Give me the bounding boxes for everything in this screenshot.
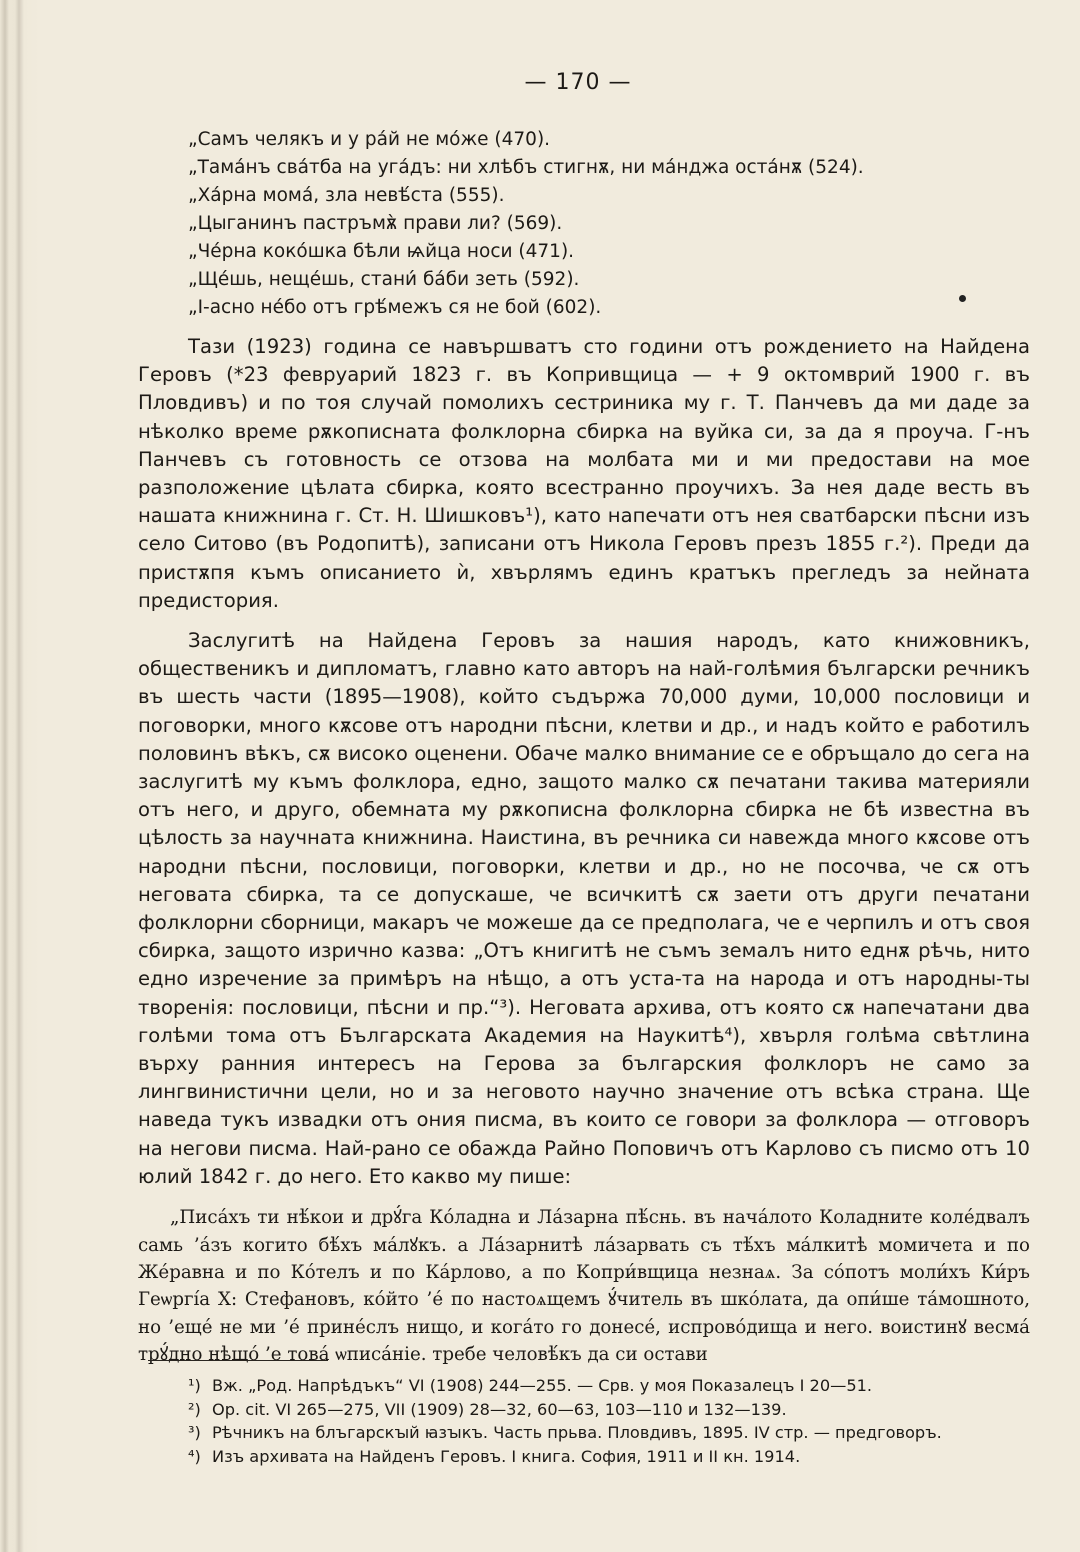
proverb-line: „Самъ челякъ и у ра́й не мо́же (470).	[188, 129, 551, 150]
footnote-divider	[148, 1360, 328, 1361]
ink-spot	[959, 295, 966, 302]
footnote	[188, 1421, 1038, 1445]
page-number: — 170 —	[524, 70, 632, 95]
footnote	[188, 1398, 1038, 1422]
footnote	[188, 1445, 1038, 1469]
footnote-text: Рѣчникъ на блъгарскꙑй ꙗзꙑкъ. Часть прьва. Пловдивъ, 1895. IV стр. — предговоръ.	[212, 1423, 942, 1442]
quoted-letter: „Писа́хъ ти нѣ́кои и дрꙋ́га Ко́ладна и Ла́зарна пѣ́снь. въ нача́лото Коладните коле́двалъ самь ’а́зъ когито бѣ́хъ ма́лꙋкъ. а Ла́зарнитѣ ла́зарвать съ тѣ́хъ ма́лкитѣ момичета и по Же́равна и по Ко́телъ и по Ка́рлово, а по Копри́вщица незнаѧ. За со́потъ моли́хъ Ки́ръ Геѡргі́а Х: Стефановъ, ко́йто ’е́ по настоѧщемъ ꙋ́читель въ шко́лата, да опи́ше та́мошното, но ’еще́ не ми ’е́ прине́слъ нищо, и кога́то го донесе́, испрово́дища и него. воистинꙋ весма́ трꙋ́дно нѣщо́ ’е това́ ѡписа́ніе. требе человѣ́къ да си остави	[138, 1207, 1030, 1366]
proverb-line: „Цыганинъ пастръмѫ̀ прави ли? (569).	[188, 213, 563, 234]
footnote-mark: ⁴)	[188, 1446, 201, 1466]
proverb-list	[188, 126, 948, 322]
proverb-line: „Ще́шь, нещéшь, стани́ ба́би зеть (592).	[188, 269, 580, 290]
proverb-line: „Че́рна коко́шка бѣли ѩйца носи (471).	[188, 241, 575, 262]
footnotes	[188, 1374, 1038, 1468]
footnote-mark: ²)	[188, 1399, 201, 1419]
paragraph: Заслугитѣ на Найдена Геровъ за нашия народъ, като книжовникъ, общественикъ и дипломатъ, главно като авторъ на най-голѣмия български речникъ въ шесть части (1895—1908), който съдържа 70,000 думи, 10,000 пословици и поговорки, много кѫсове отъ народни пѣсни, клетви и др., и надъ който е работилъ половинъ вѣкъ, сѫ високо оценени. Обаче малко внимание се е обръщало до сега на заслугитѣ му къмъ фолклора, едно, защото малко сѫ печатани такива материяли отъ него, и друго, обемната му рѫкописна фолклорна сбирка не бѣ известна въ цѣлость за научната книжнина. Наистина, въ речника си навежда много кѫсове отъ народни пѣсни, пословици, поговорки, клетви и др., но не посочва, че сѫ отъ неговата сбирка, та се допускаше, че всичкитѣ сѫ заети отъ други печатани фолклорни сборници, макаръ че можеше да се предполага, че е черпилъ и отъ своя сбирка, защото изрично казва: „Отъ книгитѣ не съмъ земалъ нито еднѫ рѣчь, нито едно изречение за примѣръ на нѣщо, а отъ уста-та на народа и отъ народны-ты творенія: пословици, пѣсни и пр.“³). Неговата архива, отъ която сѫ напечатани два голѣми тома отъ Българската Академия на Наукитѣ⁴), хвърля голѣма свѣтлина върху ранния интересъ на Герова за българския фолклоръ не само за лингвинистични цели, но и за неговото научно значение отъ всѣка страна. Ще наведа тукъ извадки отъ ония писма, въ които се говори за фолклора — отговоръ на негови писма. Най-рано се обажда Райно Поповичъ отъ Карлово съ писмо отъ 10 юлий 1842 г. до него. Ето какво му пише:	[138, 629, 1030, 1188]
body-text	[138, 333, 1030, 1203]
footnote-text: Вж. „Род. Напрѣдъкъ“ VI (1908) 244—255. — Срв. у моя Показалецъ I 20—51.	[212, 1376, 873, 1395]
footnote-text: Изъ архивата на Найденъ Геровъ. I книга. София, 1911 и II кн. 1914.	[212, 1446, 801, 1466]
proverb-line: „Тама́нъ сва́тба на уга́дъ: ни хлѣбъ стигнѫ, ни ма́нджа оста́нѫ (524).	[188, 157, 864, 178]
footnote-mark: ¹)	[188, 1376, 201, 1395]
book-binding-shadow	[0, 0, 40, 1552]
paragraph: Тази (1923) година се навършватъ сто години отъ рождението на Найдена Геровъ (*23 февруарий 1823 г. въ Копривщица — + 9 октомврий 1900 г. въ Пловдивъ) и по тоя случай помолихъ сестриника му г. Т. Панчевъ да ми даде за нѣколко време рѫкописната фолклорна сбирка на вуйка си, за да я проуча. Г-нъ Панчевъ съ готовность се отзова на молбата ми и ми предостави на мое разположение цѣлата сбирка, която всестранно проучихъ. За нея даде весть въ нашата книжнина г. Ст. Н. Шишковъ¹), като напечати отъ нея сватбарски пѣсни изъ село Ситово (въ Родопитѣ), записани отъ Никола Геровъ презъ 1855 г.²). Преди да пристѫпя къмъ описанието ѝ, хвърлямъ единъ кратъкъ прегледъ за нейната предистория.	[138, 335, 1030, 612]
proverb-line: „І-асно не́бо отъ грѣ́межъ ся не бой (602).	[188, 297, 602, 318]
footnote	[188, 1374, 1038, 1398]
proverb-line: „Ха́рна мома́, зла невѣ́ста (555).	[188, 185, 505, 206]
footnote-text: Op. cit. VI 265—275, VII (1909) 28—32, 60—63, 103—110 и 132—139.	[212, 1399, 787, 1419]
footnote-mark: ³)	[188, 1423, 201, 1442]
